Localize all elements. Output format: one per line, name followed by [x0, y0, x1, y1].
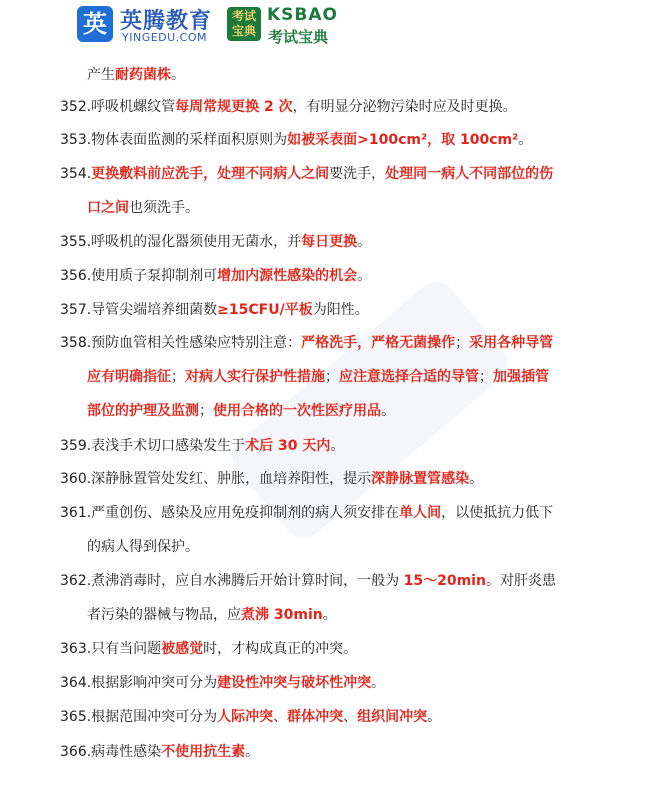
highlight-text: 组织间冲突	[357, 709, 428, 725]
body-text: 。	[381, 403, 395, 419]
body-text: ；	[325, 369, 339, 385]
body-text: 363.只有当问题	[60, 641, 162, 657]
highlight-text: 加强插管	[493, 369, 549, 385]
highlight-text: 人际冲突	[217, 709, 274, 725]
body-text: 352.呼吸机螺纹管	[60, 99, 176, 115]
text-line	[60, 232, 371, 252]
body-text: 。	[357, 234, 372, 250]
text-line	[60, 333, 553, 353]
highlight-text: 处理同一病人不同部位的伤	[385, 166, 554, 182]
highlight-text: 对病人实行保护性措施	[185, 369, 325, 385]
highlight-text: 术后 30 天内	[245, 438, 331, 454]
body-text: ，以使抵抗力低下	[441, 505, 554, 521]
body-text: 。	[171, 67, 185, 83]
text-line	[60, 266, 371, 286]
text-line	[87, 367, 549, 387]
text-line	[87, 401, 395, 421]
text-line	[60, 673, 385, 693]
body-text: 357.导管尖端培养细菌数	[60, 302, 218, 318]
highlight-text: 耐药菌株	[115, 67, 171, 83]
highlight-text: 15～20min	[403, 573, 486, 589]
highlight-text: 应注意选择合适的导管	[339, 369, 479, 385]
body-text: 、	[343, 709, 358, 725]
body-text: 356.使用质子泵抑制剂可	[60, 268, 218, 284]
ksbao-name: KSBAO	[267, 5, 338, 25]
highlight-text: 煮沸 30min	[241, 607, 323, 623]
text-line	[60, 164, 553, 184]
text-line	[60, 130, 532, 150]
highlight-text: 单人间	[399, 505, 442, 521]
body-text: 360.深静脉置管处发红、肿胀，血培养阳性，提示	[60, 471, 372, 487]
text-line	[60, 503, 553, 523]
body-text: 。	[371, 675, 386, 691]
body-text: 361.严重创伤、感染及应用免疫抑制剂的病人须安排在	[60, 505, 400, 521]
highlight-text: 每周常规更换 2 次	[175, 99, 293, 115]
body-text: 要洗手，	[329, 166, 386, 182]
body-text: 362.煮沸消毒时，应自水沸腾后开始计算时间，一般为	[60, 573, 404, 589]
body-text: 。	[427, 709, 442, 725]
text-line	[60, 469, 483, 489]
text-line	[87, 65, 185, 85]
body-text: 366.病毒性感染	[60, 744, 162, 760]
body-text: 也须洗手。	[129, 200, 199, 216]
highlight-text: 如被采表面>100cm²，取 100cm²	[287, 132, 519, 148]
highlight-text: 口之间	[87, 200, 129, 216]
body-text: 、	[273, 709, 288, 725]
text-line	[87, 605, 337, 625]
text-line	[60, 436, 344, 456]
body-text: ；	[455, 335, 470, 351]
body-text: 。	[245, 744, 260, 760]
body-text: 。	[357, 268, 372, 284]
body-text: ；	[479, 369, 493, 385]
body-text: 的病人得到保护。	[87, 539, 199, 555]
text-line	[60, 742, 259, 762]
highlight-text: 应有明确指征	[87, 369, 171, 385]
highlight-text: 部位的护理及监测	[87, 403, 199, 419]
body-text: 。	[469, 471, 484, 487]
yingteng-logo-icon: 英	[77, 6, 113, 42]
highlight-text: 深静脉置管感染	[371, 471, 470, 487]
text-line	[60, 571, 556, 591]
page-header	[77, 6, 377, 50]
text-line	[60, 97, 517, 117]
highlight-text: 更换敷料前应洗手，处理不同病人之间	[91, 166, 330, 182]
body-text: 364.根据影响冲突可分为	[60, 675, 218, 691]
highlight-text: 增加内源性感染的机会	[217, 268, 358, 284]
body-text: 。	[322, 607, 337, 623]
highlight-text: 采用各种导管	[469, 335, 554, 351]
body-text: 时，才构成真正的冲突。	[203, 641, 358, 657]
body-text: 358.预防血管相关性感染应特别注意：	[60, 335, 302, 351]
highlight-text: 严格洗手，严格无菌操作	[301, 335, 456, 351]
body-text: 355.呼吸机的湿化器须使用无菌水，并	[60, 234, 302, 250]
highlight-text: ≥15CFU/平板	[217, 302, 313, 318]
body-text: 产生	[87, 67, 115, 83]
body-text: 365.根据范围冲突可分为	[60, 709, 218, 725]
body-text: 。	[330, 438, 345, 454]
ksbao-logo-icon: 考试宝典	[227, 7, 261, 41]
brand-url: YINGEDU.COM	[122, 31, 208, 44]
body-text: ；	[199, 403, 213, 419]
body-text: 者污染的器械与物品，应	[87, 607, 241, 623]
text-line	[60, 639, 357, 659]
highlight-text: 被感觉	[161, 641, 204, 657]
text-line	[87, 198, 199, 218]
body-text: 为阳性。	[312, 302, 369, 318]
text-line	[87, 537, 199, 557]
highlight-text: 每日更换	[301, 234, 358, 250]
body-text: 359.表浅手术切口感染发生于	[60, 438, 246, 454]
body-text: ，有明显分泌物污染时应及时更换。	[292, 99, 517, 115]
body-text: 。	[518, 132, 533, 148]
body-text: 354.	[60, 166, 92, 182]
text-line	[60, 707, 441, 727]
highlight-text: 建设性冲突与破坏性冲突	[217, 675, 372, 691]
body-text: ；	[171, 369, 185, 385]
highlight-text: 群体冲突	[287, 709, 344, 725]
highlight-text: 使用合格的一次性医疗用品	[213, 403, 381, 419]
ksbao-subtitle: 考试宝典	[268, 28, 329, 46]
highlight-text: 不使用抗生素	[161, 744, 246, 760]
body-text: 。对肝炎患	[485, 573, 556, 589]
brand-name: 英腾教育	[120, 9, 213, 34]
body-text: 353.物体表面监测的采样面积原则为	[60, 132, 288, 148]
text-line	[60, 300, 369, 320]
